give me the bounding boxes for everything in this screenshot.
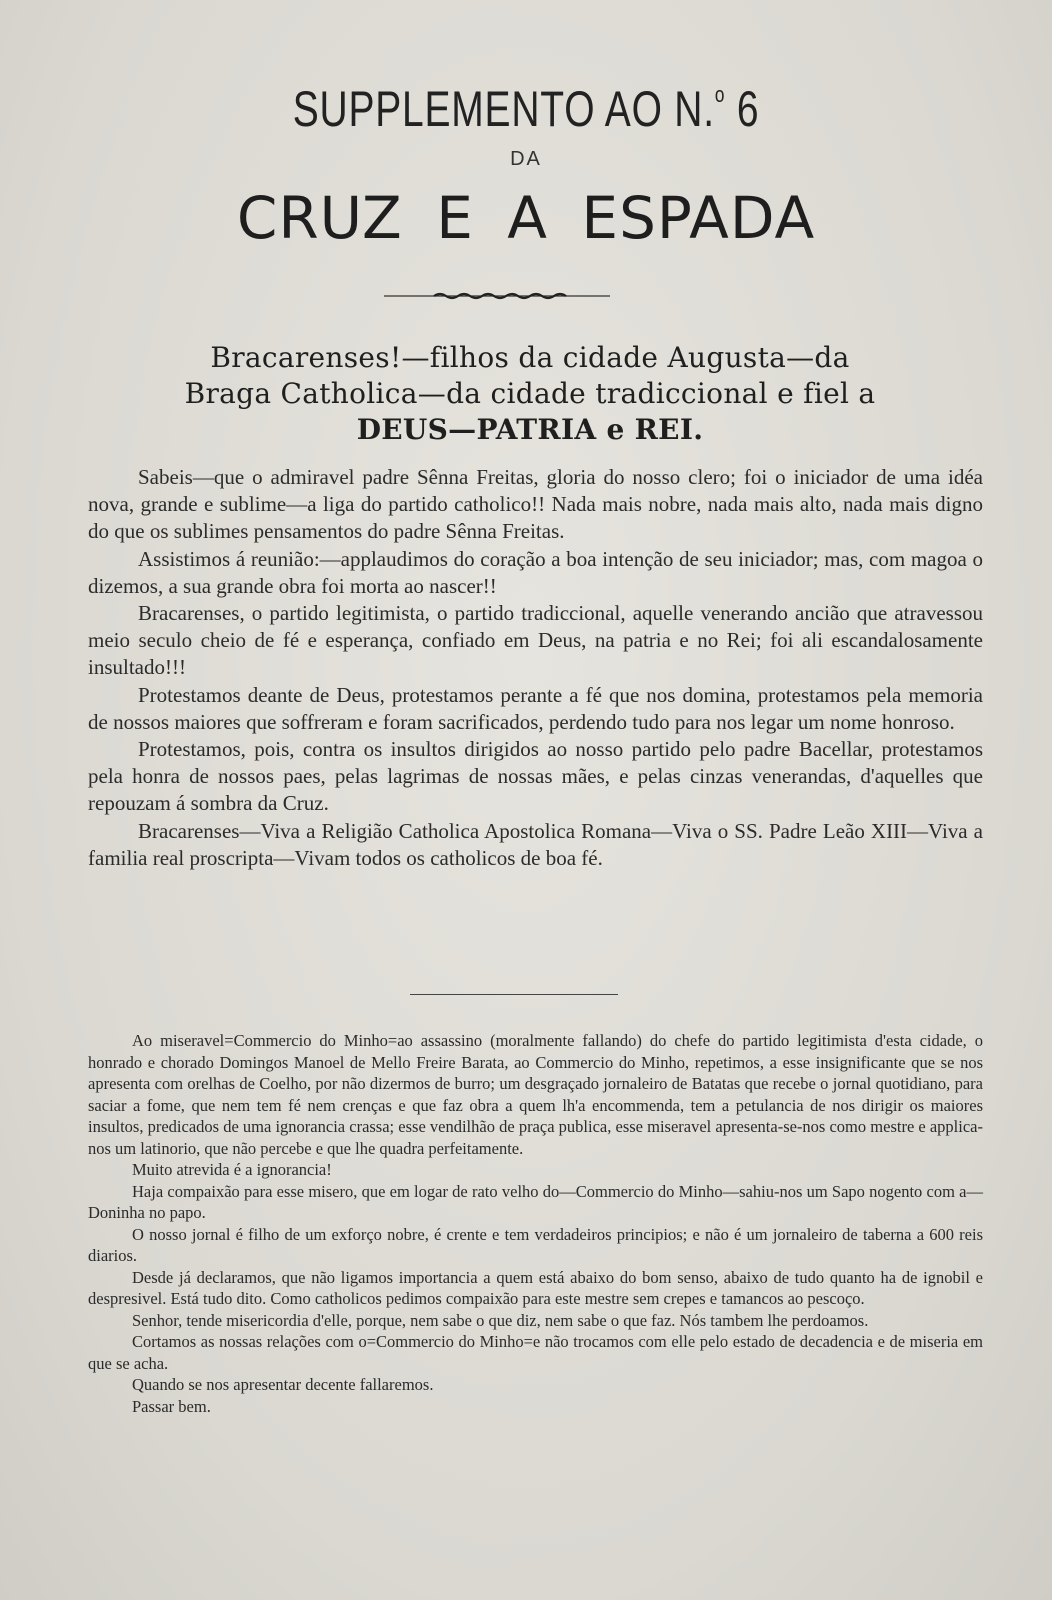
- paragraph: Muito atrevida é a ignorancia!: [132, 1160, 332, 1179]
- paragraph: Passar bem.: [132, 1396, 211, 1416]
- headline: [100, 340, 960, 448]
- headline-line-3: DEUS—PATRIA e REI.: [356, 413, 704, 446]
- newspaper-title: CRUZ E A ESPADA: [236, 184, 816, 252]
- paragraph: Bracarenses, o partido legitimista, o partido tradiccional, aquelle venerando ancião que atravessou meio seculo cheio de fé e esperança, confiado em Deus, na patria e no Rei; foi ali escandalosamente insultado!!!: [88, 601, 983, 680]
- headline-line-1: Bracarenses!—filhos da cidade Augusta—da: [210, 341, 850, 374]
- paragraph: O nosso jornal é filho de um exforço nobre, é crente e tem verdadeiros principios; e não é um jornaleiro de taberna a 600 reis diarios.: [88, 1224, 983, 1265]
- paragraph: Cortamos as nossas relações com o=Commercio do Minho=e não trocamos com elle pelo estado de decadencia e de miseria em que se acha.: [88, 1332, 983, 1373]
- headline-line-2: Braga Catholica—da cidade tradiccional e fiel a: [184, 377, 876, 410]
- section-divider: [410, 994, 618, 995]
- supplement-heading: SUPPLEMENTO AO N.$^o$ 6: [292, 81, 760, 137]
- paragraph: Haja compaixão para esse misero, que em logar de rato velho do—Commercio do Minho—sahiu-nos um Sapo nogento com a—Doninha no papo.: [88, 1181, 983, 1222]
- paragraph: Senhor, tende misericordia d'elle, porque, nem sabe o que diz, nem sabe o que faz. Nós tambem lhe perdoamos.: [132, 1310, 869, 1330]
- main-text: [88, 464, 983, 872]
- paragraph: Quando se nos apresentar decente fallaremos.: [132, 1375, 434, 1394]
- da-subheading: DA: [510, 148, 542, 170]
- paragraph: Protestamos deante de Deus, protestamos perante a fé que nos domina, protestamos pela memoria de nossos maiores que soffreram e foram sacrificados, perdendo tudo para nos legar um nome honroso.: [88, 682, 983, 734]
- paragraph: Bracarenses—Viva a Religião Catholica Apostolica Romana—Viva o SS. Padre Leão XIII—Viva a familia real proscripta—Vivam todos os catholicos de boa fé.: [88, 818, 983, 870]
- ornament-divider: [384, 292, 610, 300]
- paragraph: Desde já declaramos, que não ligamos importancia a quem está abaixo do bom senso, abaixo de tudo quanto ha de ignobil e despresivel. Está tudo dito. Como catholicos pedimos compaixão para este mestre sem crepes e tamancos ao pescoço.: [88, 1267, 983, 1308]
- paragraph: Protestamos, pois, contra os insultos dirigidos ao nosso partido pelo padre Bacellar, protestamos pela honra de nossos paes, pelas lagrimas de nossas mães, e pelas cinzas venerandas, d'aquelles que repouzam á sombra da Cruz.: [88, 737, 983, 816]
- paragraph: Assistimos á reunião:—applaudimos do coração a boa intenção de seu iniciador; mas, com magoa o dizemos, a sua grande obra foi morta ao nascer!!: [88, 546, 983, 598]
- paragraph: Sabeis—que o admiravel padre Sênna Freitas, gloria do nosso clero; foi o iniciador de uma idéa nova, grande e sublime—a liga do partido catholico!! Nada mais nobre, nada mais alto, nada mais digno do que os sublimes pensamentos do padre Sênna Freitas.: [88, 465, 983, 544]
- secondary-text: [88, 1030, 983, 1417]
- paragraph: Ao miseravel=Commercio do Minho=ao assassino (moralmente fallando) do chefe do partido legitimista d'esta cidade, o honrado e chorado Domingos Manoel de Mello Freire Barata, ao Commercio do Minho, repetimos, a esse insignificante que se nos apresenta com orelhas de Coelho, por não dizermos de burro; um desgraçado jornaleiro de Batatas que recebe o jornal quotidiano, para saciar a fome, que nem tem fé nem crenças e que faz obra a quem lh'a encommenda, tem a petulancia de nos dirigir os maiores insultos, predicados de uma ignorancia crassa; esse vendilhão de praça publica, esse miseravel apresenta-se-nos como mestre e applica-nos um latinorio, que não percebe e que lhe quadra perfeitamente.: [88, 1031, 983, 1158]
